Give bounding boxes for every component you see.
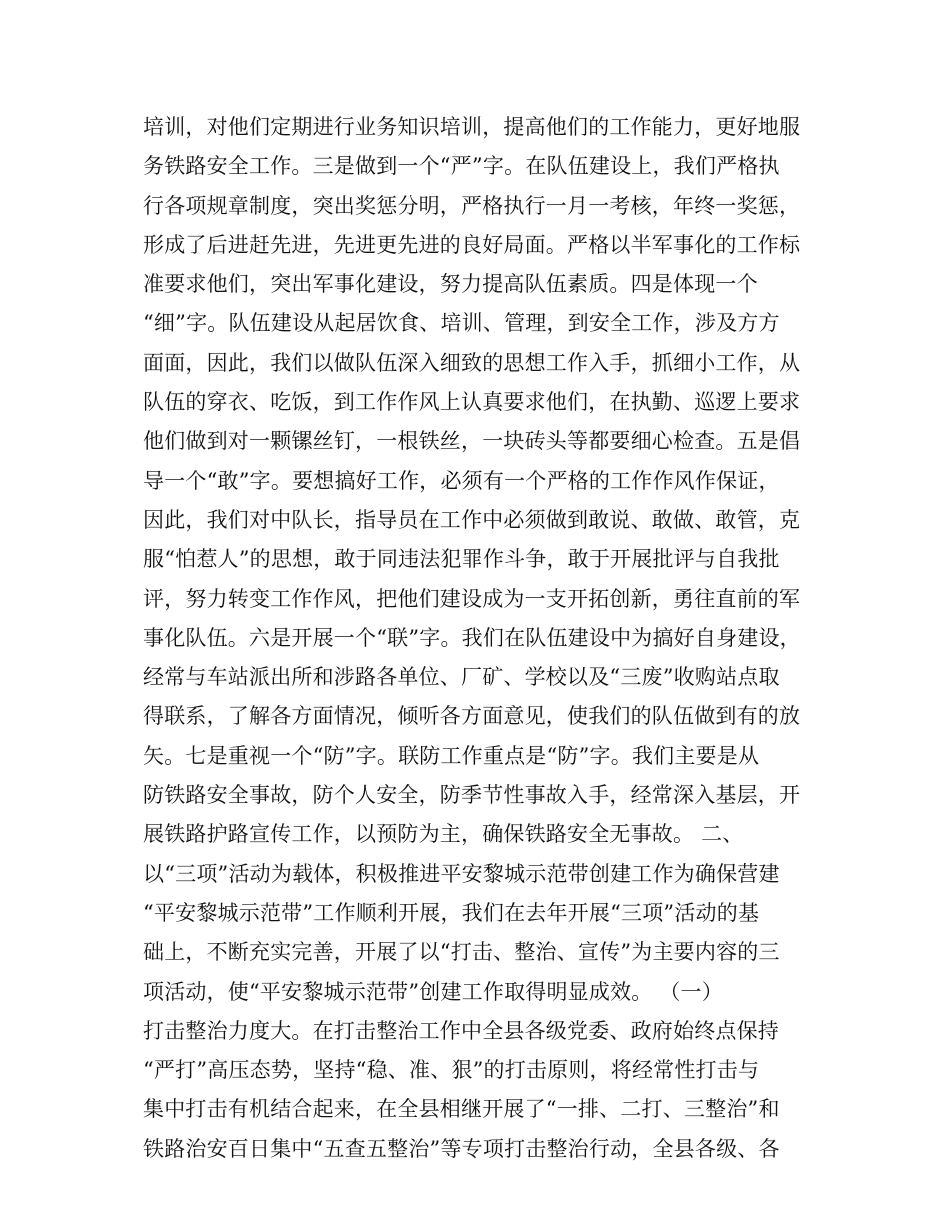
- text-line: 务铁路安全工作。三是做到一个“严”字。在队伍建设上，我们严格执: [143, 154, 780, 179]
- text-line: 培训，对他们定期进行业务知识培训，提高他们的工作能力，更好地服: [143, 115, 801, 139]
- text-line: 导一个“敢”字。要想搞好工作，必须有一个严格的工作作风作保证，: [143, 468, 780, 493]
- text-line: 因此，我们对中队长，指导员在工作中必须做到敢说、敢做、敢管，克: [143, 507, 801, 532]
- text-line: 打击整治力度大。在打击整治工作中全县各级党委、政府始终点保持: [143, 1018, 779, 1043]
- text-line: 以“三项”活动为载体，积极推进平安黎城示范带创建工作为确保营建: [143, 861, 780, 886]
- text-line: “平安黎城示范带”工作顺利开展，我们在去年开展“三项”活动的基: [143, 900, 760, 925]
- text-line: 形成了后进赶先进，先进更先进的良好局面。严格以半军事化的工作标: [143, 232, 801, 257]
- text-line: 准要求他们，突出军事化建设，努力提高队伍素质。四是体现一个: [143, 272, 758, 297]
- text-line: 铁路治安百日集中“五查五整治”等专项打击整治行动，全县各级、各: [143, 1136, 780, 1161]
- text-line: 集中打击有机结合起来，在全县相继开展了“一排、二打、三整治”和: [143, 1097, 780, 1122]
- text-line: 防铁路安全事故，防个人安全，防季节性事故入手，经常深入基层，开: [143, 783, 801, 808]
- text-line: 矢。七是重视一个“防”字。联防工作重点是“防”字。我们主要是从: [143, 743, 760, 768]
- body-text: [143, 108, 823, 1169]
- text-line: 得联系，了解各方面情况，倾听各方面意见，使我们的队伍做到有的放: [143, 704, 801, 729]
- text-line: 评，努力转变工作作风，把他们建设成为一支开拓创新，勇往直前的军: [143, 586, 801, 611]
- text-line: 队伍的穿衣、吃饭，到工作作风上认真要求他们，在执勤、巡逻上要求: [143, 390, 801, 415]
- text-line: 服“怕惹人”的思想，敢于同违法犯罪作斗争，敢于开展批评与自我批: [143, 547, 780, 572]
- text-line: 项活动，使“平安黎城示范带”创建工作取得明显成效。 （一）: [143, 979, 723, 1004]
- text-line: 经常与车站派出所和涉路各单位、厂矿、学校以及“三废”收购站点取: [143, 665, 780, 690]
- text-line: 展铁路护路宣传工作，以预防为主，确保铁路安全无事故。 二、: [143, 822, 744, 847]
- text-line: 础上，不断充实完善，开展了以“打击、整治、宣传”为主要内容的三: [143, 940, 780, 965]
- text-line: “严打”高压态势，坚持“稳、准、狠”的打击原则，将经常性打击与: [143, 1058, 760, 1083]
- text-line: 行各项规章制度，突出奖惩分明，严格执行一月一考核，年终一奖惩，: [143, 193, 801, 218]
- text-line: 他们做到对一颗镙丝钉，一根铁丝，一块砖头等都要细心检查。五是倡: [143, 429, 801, 454]
- text-line: 事化队伍。六是开展一个“联”字。我们在队伍建设中为搞好自身建设，: [143, 625, 801, 650]
- text-line: 面面，因此，我们以做队伍深入细致的思想工作入手，抓细小工作，从: [143, 350, 801, 375]
- text-line: “细”字。队伍建设从起居饮食、培训、管理，到安全工作，涉及方方: [143, 311, 780, 336]
